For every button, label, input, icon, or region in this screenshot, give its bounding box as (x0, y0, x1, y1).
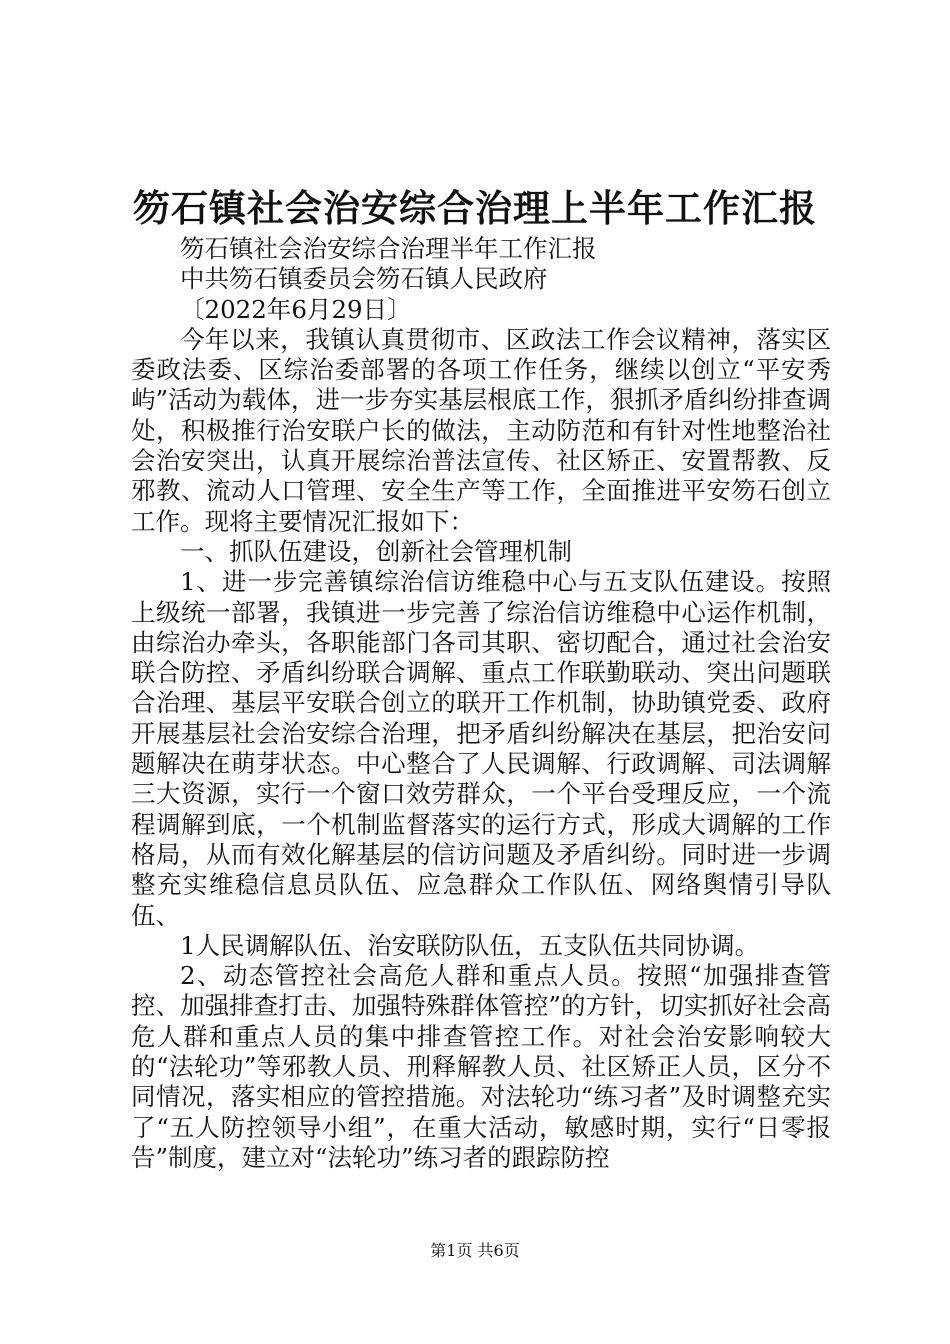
date-paragraph: 〔2022年6月29日〕 (180, 294, 412, 324)
body-paragraph: 2、动态管控社会高危人群和重点人员。按照“加强排查管控、加强排查打击、加强特殊群体管控”的方针，切实抓好社会高危人群和重点人员的集中排查管控工作。对社会治安影响较大的“法轮功”等邪教人员、刑释解教人员、社区矫正人员，区分不同情况，落实相应的管控措施。对法轮功“练习者”及时调整充实了“五人防控领导小组”，在重大活动，敏感时期，实行“日零报告”制度，建立对“法轮功”练习者的跟踪防控 (131, 961, 831, 1172)
document-title: 笏石镇社会治安综合治理上半年工作汇报 (133, 186, 817, 230)
page-number-footer: 第1页 共6页 (430, 1241, 520, 1260)
body-paragraph: 1、进一步完善镇综治信访维稳中心与五支队伍建设。按照上级统一部署，我镇进一步完善了综治信访维稳中心运作机制，由综治办牵头，各职能部门各司其职、密切配合，通过社会治安联合防控、矛盾纠纷联合调解、重点工作联勤联动、突出问题联合治理、基层平安联合创立的联开工作机制，协助镇党委、政府开展基层社会治安综合治理，把矛盾纠纷解决在基层，把治安问题解决在萌芽状态。中心整合了人民调解、行政调解、司法调解三大资源，实行一个窗口效劳群众，一个平台受理反应，一个流程调解到底，一个机制监督落实的运行方式，形成大调解的工作格局，从而有效化解基层的信访问题及矛盾纠纷。同时进一步调整充实维稳信息员队伍、应急群众工作队伍、网络舆情引导队伍、 (131, 567, 831, 930)
issuer-paragraph: 中共笏石镇委员会笏石镇人民政府 (180, 264, 548, 294)
intro-paragraph: 今年以来，我镇认真贯彻市、区政法工作会议精神，落实区委政法委、区综治委部署的各项工作任务，继续以创立“平安秀屿”活动为载体，进一步夯实基层根底工作，狠抓矛盾纠纷排查调处，积极推行治安联户长的做法，主动防范和有针对性地整治社会治安突出，认真开展综治普法宣传、社区矫正、安置帮教、反邪教、流动人口管理、安全生产等工作，全面推进平安笏石创立工作。现将主要情况汇报如下： (131, 324, 831, 536)
section-heading-1: 一、抓队伍建设，创新社会管理机制 (180, 536, 572, 566)
subtitle-paragraph: 笏石镇社会治安综合治理半年工作汇报 (180, 234, 597, 263)
body-paragraph: 1人民调解队伍、治安联防队伍，五支队伍共同协调。 (180, 930, 760, 960)
document-body (131, 234, 831, 1173)
